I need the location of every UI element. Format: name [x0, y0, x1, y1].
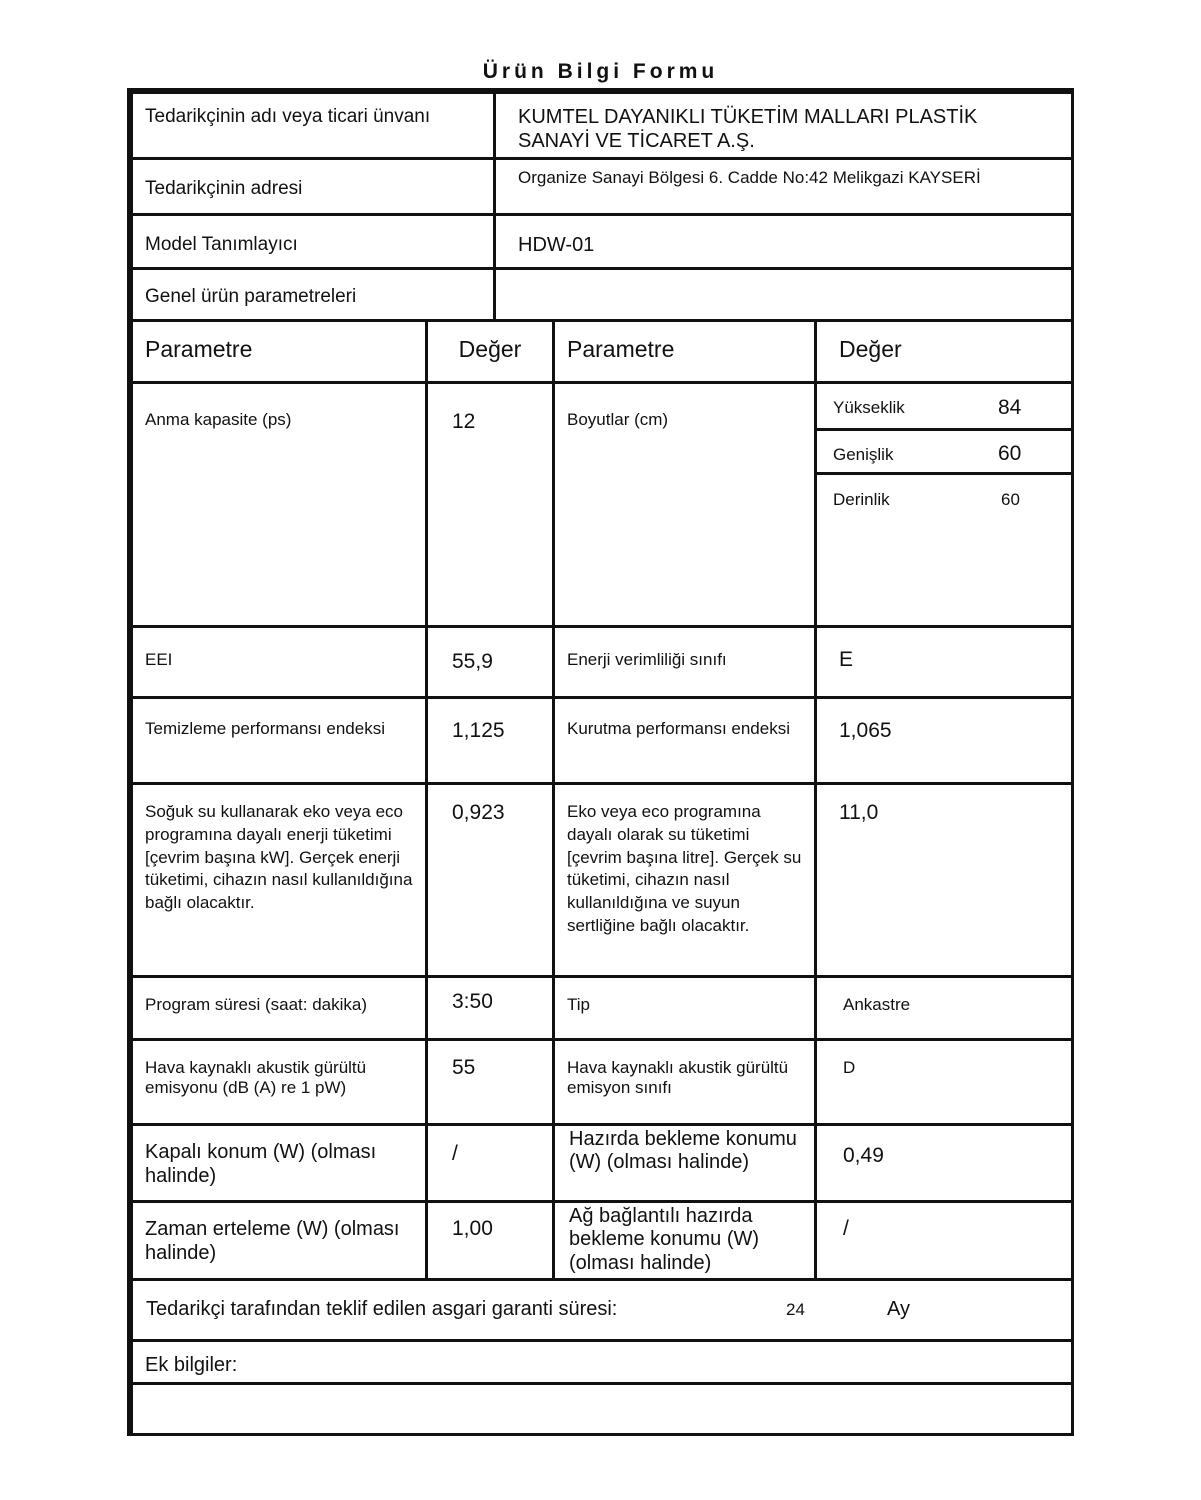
supplier-name-label: Tedarikçinin adı veya ticari ünvanı [145, 106, 431, 127]
row-6-right-value-cell [814, 1123, 1074, 1203]
depth-value: 60 [1001, 490, 1020, 509]
header-deger-2-text: Değer [839, 336, 902, 362]
row-3-right-value-cell [814, 782, 1074, 978]
row-4-right-label-cell [552, 975, 817, 1041]
capacity-value-cell [425, 381, 555, 628]
cleaning-index-value: 1,125 [452, 719, 505, 742]
noise-class-value: D [843, 1058, 856, 1077]
supplier-address-label-cell [130, 157, 496, 216]
row-6-right-label-cell [552, 1123, 817, 1203]
header-parametre-1-text: Parametre [145, 336, 253, 362]
row-7-right-label-cell [552, 1200, 817, 1281]
water-consumption-label: Eko veya eco programına dayalı olarak su tüketimi [çevrim başına litre]. Gerçek su tüketimi, cihazın nasıl kullanıldığına ve suyun sertliğine bağlı olacaktır. [567, 802, 802, 935]
warranty-label: Tedarikçi tarafından teklif edilen asgari garanti süresi: [146, 1298, 618, 1320]
supplier-name-value: KUMTEL DAYANIKLI TÜKETİM MALLARI PLASTİK SANAYİ VE TİCARET A.Ş. [518, 106, 978, 152]
standby-mode-value: 0,49 [843, 1144, 884, 1167]
delay-start-label: Zaman erteleme (W) (olması halinde) [145, 1218, 400, 1264]
program-duration-label: Program süresi (saat: dakika) [145, 995, 368, 1014]
water-consumption-value: 11,0 [839, 801, 879, 824]
energy-consumption-label: Soğuk su kullanarak eko veya eco programına dayalı enerji tüketimi [çevrim başına kW]. Gerçek enerji tüketimi, cihazın nasıl kullanıldığına bağlı olacaktır. [145, 802, 413, 913]
row-3-left-label-cell [130, 782, 428, 978]
row-7-left-label-cell [130, 1200, 428, 1281]
supplier-name-value-cell [493, 91, 1074, 160]
energy-consumption-value: 0,923 [452, 801, 505, 824]
row-1-right-value-cell [814, 625, 1074, 699]
general-params-label: Genel ürün parametreleri [145, 286, 357, 307]
additional-info-label-cell [130, 1339, 1074, 1385]
noise-emission-label: Hava kaynaklı akustik gürültü emisyonu (dB (A) re 1 pW) [145, 1058, 367, 1098]
row-3-right-label-cell [552, 782, 817, 978]
type-value: Ankastre [843, 995, 911, 1014]
delay-start-value: 1,00 [452, 1217, 493, 1240]
drying-index-value: 1,065 [839, 719, 892, 742]
row-7-left-value-cell [425, 1200, 555, 1281]
noise-emission-value: 55 [452, 1056, 476, 1079]
supplier-address-value-cell [493, 157, 1074, 216]
row-2-left-label-cell [130, 696, 428, 785]
drying-index-label: Kurutma performansı endeksi [567, 719, 790, 738]
general-params-label-cell [130, 267, 496, 322]
off-mode-value: / [452, 1142, 458, 1165]
supplier-address-label: Tedarikçinin adresi [145, 178, 303, 199]
standby-mode-label: Hazırda bekleme konumu (W) (olması halinde) [569, 1128, 797, 1174]
width-value: 60 [998, 442, 1022, 465]
additional-info-label: Ek bilgiler: [145, 1354, 238, 1376]
height-label: Yükseklik [833, 398, 905, 417]
row-5-right-value-cell [814, 1038, 1074, 1126]
warranty-unit: Ay [887, 1298, 910, 1320]
noise-class-label: Hava kaynaklı akustik gürültü emisyon sınıfı [567, 1058, 789, 1098]
row-5-left-label-cell [130, 1038, 428, 1126]
row-3-left-value-cell [425, 782, 555, 978]
additional-info-value-cell [130, 1382, 1074, 1436]
row-2-left-value-cell [425, 696, 555, 785]
general-params-value-cell [493, 267, 1074, 322]
row-6-left-label-cell [130, 1123, 428, 1203]
networked-standby-label: Ağ bağlantılı hazırda bekleme konumu (W) (olması halinde) [569, 1205, 760, 1274]
type-label: Tip [567, 995, 590, 1014]
header-parametre-2 [552, 319, 817, 384]
row-4-left-value-cell [425, 975, 555, 1041]
height-value: 84 [998, 396, 1022, 419]
supplier-name-label-cell [130, 91, 496, 160]
row-1-left-value-cell [425, 625, 555, 699]
eei-label: EEI [145, 650, 173, 669]
row-2-right-label-cell [552, 696, 817, 785]
header-deger-1-text: Değer [458, 336, 522, 362]
row-5-left-value-cell [425, 1038, 555, 1126]
row-1-right-label-cell [552, 625, 817, 699]
width-cell [814, 428, 1074, 475]
row-4-right-value-cell [814, 975, 1074, 1041]
header-deger-1 [425, 319, 555, 384]
eei-value: 55,9 [452, 650, 493, 673]
row-6-left-value-cell [425, 1123, 555, 1203]
row-1-left-label-cell [130, 625, 428, 699]
capacity-label: Anma kapasite (ps) [145, 410, 292, 429]
width-label: Genişlik [833, 445, 894, 464]
energy-class-label: Enerji verimliliği sınıfı [567, 650, 727, 669]
capacity-label-cell [130, 381, 428, 628]
header-parametre-2-text: Parametre [567, 336, 675, 362]
supplier-address-value: Organize Sanayi Bölgesi 6. Cadde No:42 Melikgazi KAYSERİ [518, 168, 981, 187]
model-value-cell [493, 213, 1074, 270]
model-label: Model Tanımlayıcı [145, 234, 298, 255]
row-7-right-value-cell [814, 1200, 1074, 1281]
warranty-row [130, 1278, 1074, 1342]
networked-standby-value: / [843, 1217, 849, 1240]
model-label-cell [130, 213, 496, 270]
program-duration-value: 3:50 [452, 990, 493, 1013]
depth-label: Derinlik [833, 490, 890, 509]
warranty-value: 24 [786, 1300, 805, 1319]
capacity-value: 12 [452, 410, 476, 433]
dimensions-label-cell [552, 381, 817, 628]
energy-class-value: E [839, 648, 854, 671]
cleaning-index-label: Temizleme performansı endeksi [145, 719, 385, 738]
header-parametre-1 [130, 319, 428, 384]
row-5-right-label-cell [552, 1038, 817, 1126]
form-title: Ürün Bilgi Formu [482, 60, 719, 83]
model-value: HDW-01 [518, 234, 595, 256]
depth-cell [814, 472, 1074, 628]
dimensions-label: Boyutlar (cm) [567, 410, 669, 429]
row-2-right-value-cell [814, 696, 1074, 785]
header-deger-2 [814, 319, 1074, 384]
row-4-left-label-cell [130, 975, 428, 1041]
height-cell [814, 381, 1074, 431]
off-mode-label: Kapalı konum (W) (olması halinde) [145, 1141, 377, 1187]
